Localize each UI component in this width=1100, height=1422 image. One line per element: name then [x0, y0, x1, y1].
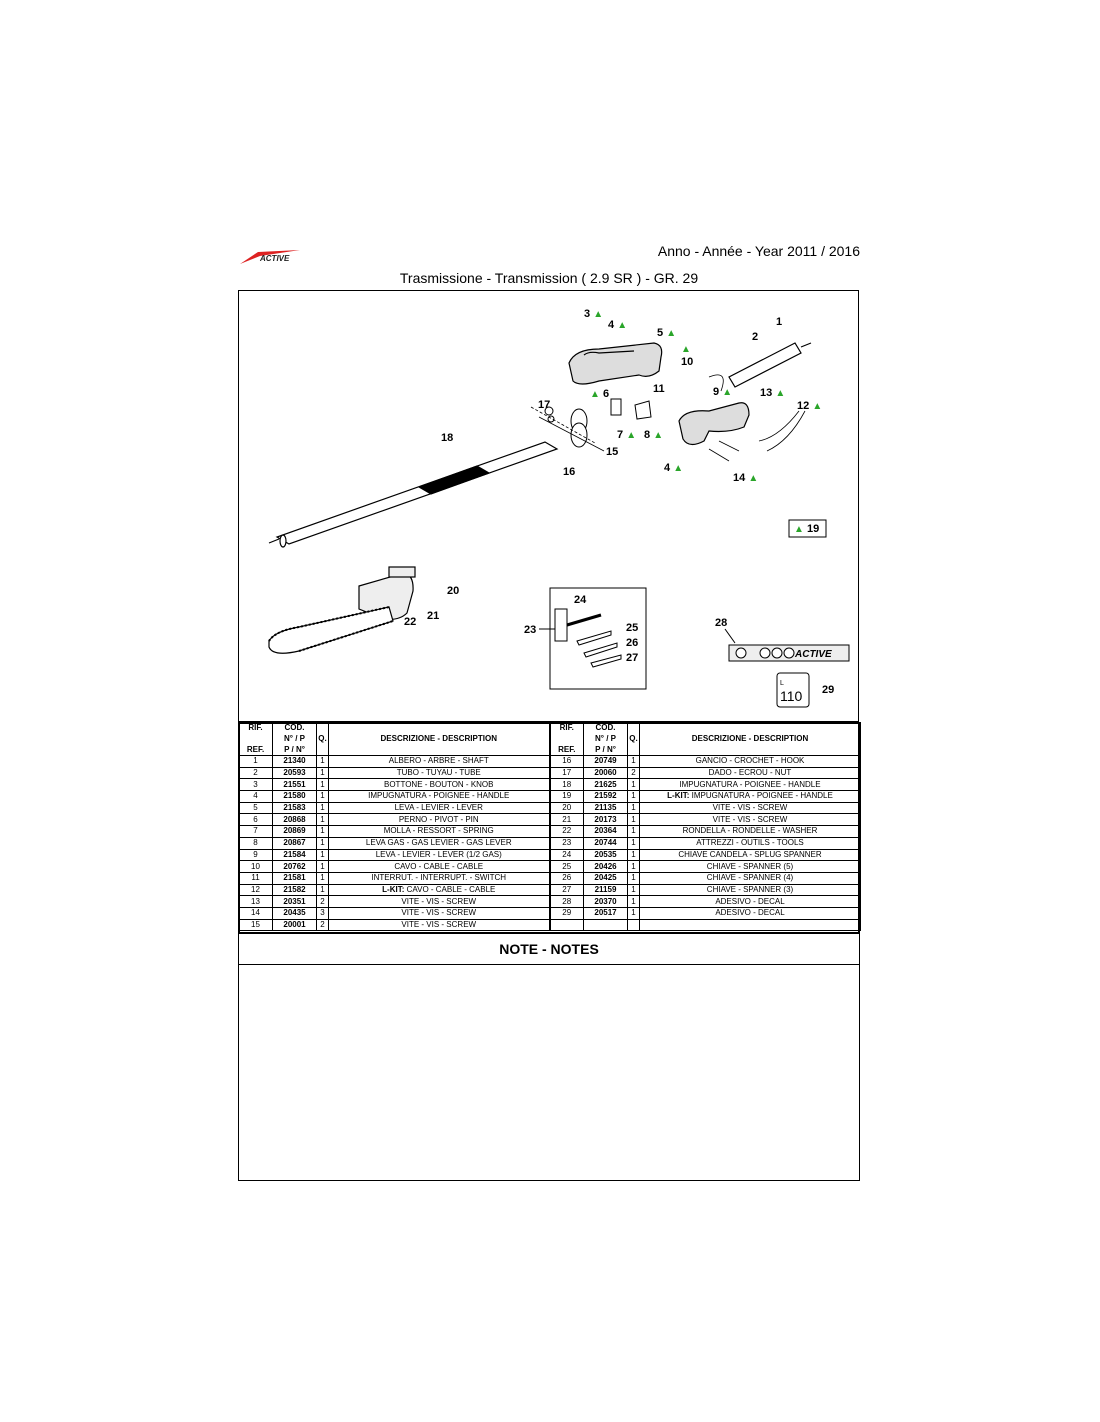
desc-text: CAVO - CABLE - CABLE — [406, 884, 496, 894]
handle-lower — [679, 403, 749, 445]
table-row — [239, 814, 861, 826]
cell-code: 21135 — [584, 802, 628, 814]
table-row — [239, 884, 861, 896]
callout-29: 29 — [822, 684, 835, 696]
callout-16: 16 — [563, 466, 576, 478]
diagram-drawing — [239, 291, 860, 723]
cell-qty: 1 — [628, 896, 640, 908]
cell-desc — [329, 884, 550, 896]
cell-code: 20744 — [584, 837, 628, 849]
col-ref: RIF. REF. — [239, 723, 273, 756]
callout-18: 18 — [441, 432, 454, 444]
cell-code: 20435 — [273, 907, 317, 919]
cell-desc: GANCIO - CROCHET - HOOK — [640, 756, 861, 768]
cell-qty: 1 — [317, 884, 329, 896]
cell-ref: 19 — [550, 791, 584, 803]
table-row — [239, 767, 861, 779]
cell-ref: 26 — [550, 872, 584, 884]
cell-desc: DADO - ECROU - NUT — [640, 767, 861, 779]
cell-desc: LEVA - LEVIER - LEVER (1/2 GAS) — [329, 849, 550, 861]
cell-desc: PERNO - PIVOT - PIN — [329, 814, 550, 826]
cell-desc: ADESIVO - DECAL — [640, 896, 861, 908]
table-row — [239, 872, 861, 884]
cell-desc: LEVA - LEVIER - LEVER — [329, 802, 550, 814]
cell-code: 21592 — [584, 791, 628, 803]
cell-qty: 1 — [628, 791, 640, 803]
cell-qty: 1 — [628, 837, 640, 849]
cell-ref: 7 — [239, 826, 273, 838]
callout-20: 20 — [447, 585, 460, 597]
cell-qty: 1 — [628, 756, 640, 768]
cell-code: 20867 — [273, 837, 317, 849]
cell-ref: 1 — [239, 756, 273, 768]
cell-ref: 16 — [550, 756, 584, 768]
cell-code: 21583 — [273, 802, 317, 814]
cell-code: 20173 — [584, 814, 628, 826]
cell-code: 21625 — [584, 779, 628, 791]
cell-qty: 1 — [317, 756, 329, 768]
cell-ref: 8 — [239, 837, 273, 849]
cell-code: 21340 — [273, 756, 317, 768]
cell-desc: CHIAVE - SPANNER (5) — [640, 861, 861, 873]
cell-desc: VITE - VIS - SCREW — [640, 814, 861, 826]
cell-code: 20001 — [273, 919, 317, 931]
callout-12: 12 ▲ — [797, 400, 823, 412]
cell-qty: 3 — [317, 907, 329, 919]
cell-desc: TUBO - TUYAU - TUBE — [329, 767, 550, 779]
parts-table-header — [239, 723, 861, 756]
cell-ref: 25 — [550, 861, 584, 873]
desc-text: IMPUGNATURA - POIGNEE - HANDLE — [691, 791, 833, 801]
decal-29 — [777, 673, 809, 707]
cell-qty: 1 — [317, 802, 329, 814]
cell-ref: 15 — [239, 919, 273, 931]
callout-8: 8 ▲ — [644, 429, 664, 441]
callout-19: ▲ 19 — [794, 523, 820, 535]
parts-table-body — [239, 756, 861, 931]
year-range: Anno - Année - Year 2011 / 2016 — [657, 243, 860, 259]
cell-code: 20749 — [584, 756, 628, 768]
callout-22: 22 — [404, 616, 417, 628]
cell-code: 20351 — [273, 896, 317, 908]
cell-ref: 22 — [550, 826, 584, 838]
callout-15: 15 — [606, 446, 619, 458]
kit-label: L-KIT: — [382, 884, 405, 894]
callout-27: 27 — [626, 652, 639, 664]
cell-desc: ADESIVO - DECAL — [640, 907, 861, 919]
cell-ref: 6 — [239, 814, 273, 826]
cell-ref: 5 — [239, 802, 273, 814]
callout-28: 28 — [715, 617, 728, 629]
callout-9: 9 ▲ — [713, 386, 733, 398]
brand-logo-text: ACTIVE — [260, 254, 290, 263]
cell-code: 20869 — [273, 826, 317, 838]
kit-label: L-KIT: — [667, 791, 690, 801]
table-row — [239, 779, 861, 791]
cell-ref: 18 — [550, 779, 584, 791]
cell-qty: 1 — [317, 826, 329, 838]
callout-5: 5 ▲ — [657, 327, 677, 339]
brand-logo — [238, 246, 302, 266]
cell-qty: 1 — [317, 814, 329, 826]
cell-desc: VITE - VIS - SCREW — [329, 919, 550, 931]
cell-desc: BOTTONE - BOUTON - KNOB — [329, 779, 550, 791]
cell-desc: CHIAVE - SPANNER (3) — [640, 884, 861, 896]
cell-desc — [640, 791, 861, 803]
cell-ref: 9 — [239, 849, 273, 861]
cell-code: 20593 — [273, 767, 317, 779]
callout-10: ▲ 10 — [681, 344, 694, 368]
cell-code: 20364 — [584, 826, 628, 838]
cell-qty: 1 — [317, 791, 329, 803]
cell-code: 20868 — [273, 814, 317, 826]
decal-28 — [725, 629, 849, 661]
parts-table — [238, 722, 861, 931]
exploded-diagram — [238, 290, 859, 722]
cell-qty: 1 — [628, 826, 640, 838]
cell-qty: 1 — [317, 779, 329, 791]
cell-code: 20425 — [584, 872, 628, 884]
callout-13: 13 ▲ — [760, 387, 786, 399]
cell-qty: 1 — [317, 837, 329, 849]
cell-qty: 2 — [317, 896, 329, 908]
table-row — [239, 849, 861, 861]
cell-qty: 1 — [628, 779, 640, 791]
callout-24: 24 — [574, 594, 587, 606]
cell-ref — [550, 919, 584, 931]
cell-ref: 23 — [550, 837, 584, 849]
cell-ref: 27 — [550, 884, 584, 896]
col-qty: Q. — [317, 723, 329, 756]
cell-ref: 12 — [239, 884, 273, 896]
cell-ref: 4 — [239, 791, 273, 803]
table-row — [239, 802, 861, 814]
cell-qty: 1 — [628, 861, 640, 873]
page-title: Trasmissione - Transmission ( 2.9 SR ) - GR. 29 — [399, 270, 699, 286]
cell-qty: 2 — [317, 919, 329, 931]
cell-desc: IMPUGNATURA - POIGNEE - HANDLE — [329, 791, 550, 803]
col-code: COD. N° / P P / N° — [273, 723, 317, 756]
table-row — [239, 896, 861, 908]
cell-code: 20535 — [584, 849, 628, 861]
callout-1: 1 — [776, 316, 783, 328]
table-row — [239, 756, 861, 768]
cell-desc: INTERRUT. - INTERRUPT. - SWITCH — [329, 872, 550, 884]
callout-3: 3 ▲ — [584, 308, 604, 320]
col-ref-2: RIF. REF. — [550, 723, 584, 756]
cell-code: 21581 — [273, 872, 317, 884]
decal-lwa-unit: L — [780, 680, 784, 687]
cell-qty: 1 — [628, 814, 640, 826]
cell-ref: 11 — [239, 872, 273, 884]
table-row — [239, 791, 861, 803]
callout-4-top: 4 ▲ — [608, 319, 628, 331]
cell-desc: VITE - VIS - SCREW — [329, 907, 550, 919]
callout-6: ▲ 6 — [590, 388, 610, 400]
cell-desc: ATTREZZI - OUTILS - TOOLS — [640, 837, 861, 849]
col-desc-2: DESCRIZIONE - DESCRIPTION — [640, 723, 861, 756]
cell-desc: VITE - VIS - SCREW — [329, 896, 550, 908]
cell-qty: 1 — [317, 872, 329, 884]
cell-ref: 28 — [550, 896, 584, 908]
callout-14: 14 ▲ — [733, 472, 759, 484]
table-row — [239, 919, 861, 931]
table-row — [239, 826, 861, 838]
cell-qty: 1 — [317, 861, 329, 873]
cell-ref: 21 — [550, 814, 584, 826]
cell-ref: 2 — [239, 767, 273, 779]
cell-ref: 10 — [239, 861, 273, 873]
cell-code: 21159 — [584, 884, 628, 896]
cell-code: 20060 — [584, 767, 628, 779]
table-row — [239, 861, 861, 873]
cell-ref: 13 — [239, 896, 273, 908]
callout-11: 11 — [653, 383, 665, 395]
cell-code: 20370 — [584, 896, 628, 908]
table-row — [239, 907, 861, 919]
cell-desc: ALBERO - ARBRE - SHAFT — [329, 756, 550, 768]
callout-23: 23 — [524, 624, 537, 636]
notes-title: NOTE - NOTES — [238, 933, 860, 965]
callout-25: 25 — [626, 622, 639, 634]
cell-code: 21551 — [273, 779, 317, 791]
cell-code: 21582 — [273, 884, 317, 896]
decal-brand-text: ACTIVE — [795, 649, 832, 660]
cell-qty: 1 — [628, 872, 640, 884]
callout-21: 21 — [427, 610, 440, 622]
cell-code: 20426 — [584, 861, 628, 873]
tube-part — [729, 343, 811, 387]
cell-qty: 1 — [317, 767, 329, 779]
cell-qty: 1 — [317, 849, 329, 861]
notes-area — [238, 965, 860, 1181]
cell-qty: 1 — [628, 907, 640, 919]
col-code-2: COD. N° / P P / N° — [584, 723, 628, 756]
chainsaw-head — [269, 567, 415, 653]
cell-code: 20517 — [584, 907, 628, 919]
cell-ref: 3 — [239, 779, 273, 791]
cell-desc: CHIAVE - SPANNER (4) — [640, 872, 861, 884]
cell-qty: 1 — [628, 849, 640, 861]
col-qty-2: Q. — [628, 723, 640, 756]
cell-qty — [628, 919, 640, 931]
cell-code: 21580 — [273, 791, 317, 803]
cell-ref: 14 — [239, 907, 273, 919]
cell-desc: CAVO - CABLE - CABLE — [329, 861, 550, 873]
cell-ref: 29 — [550, 907, 584, 919]
col-desc: DESCRIZIONE - DESCRIPTION — [329, 723, 550, 756]
cell-qty: 1 — [628, 802, 640, 814]
cell-code — [584, 919, 628, 931]
callout-7: 7 ▲ — [617, 429, 637, 441]
callout-4-bottom: 4 ▲ — [664, 462, 684, 474]
cell-qty: 1 — [628, 884, 640, 896]
cell-desc — [640, 919, 861, 931]
cell-desc: MOLLA - RESSORT - SPRING — [329, 826, 550, 838]
callout-26: 26 — [626, 637, 639, 649]
cell-desc: LEVA GAS - GAS LEVIER - GAS LEVER — [329, 837, 550, 849]
cell-ref: 20 — [550, 802, 584, 814]
cell-ref: 24 — [550, 849, 584, 861]
pole-assembly — [269, 442, 557, 547]
cell-desc: IMPUGNATURA - POIGNEE - HANDLE — [640, 779, 861, 791]
cell-code: 20762 — [273, 861, 317, 873]
cell-ref: 17 — [550, 767, 584, 779]
handle-upper — [569, 343, 662, 384]
callout-17: 17 — [538, 399, 551, 411]
table-row — [239, 837, 861, 849]
cell-desc: RONDELLA - RONDELLE - WASHER — [640, 826, 861, 838]
cell-desc: CHIAVE CANDELA - SPLUG SPANNER — [640, 849, 861, 861]
cell-code: 21584 — [273, 849, 317, 861]
callout-2: 2 — [752, 331, 759, 343]
decal-lwa-value: 110 — [780, 688, 803, 704]
cell-desc: VITE - VIS - SCREW — [640, 802, 861, 814]
cell-qty: 2 — [628, 767, 640, 779]
